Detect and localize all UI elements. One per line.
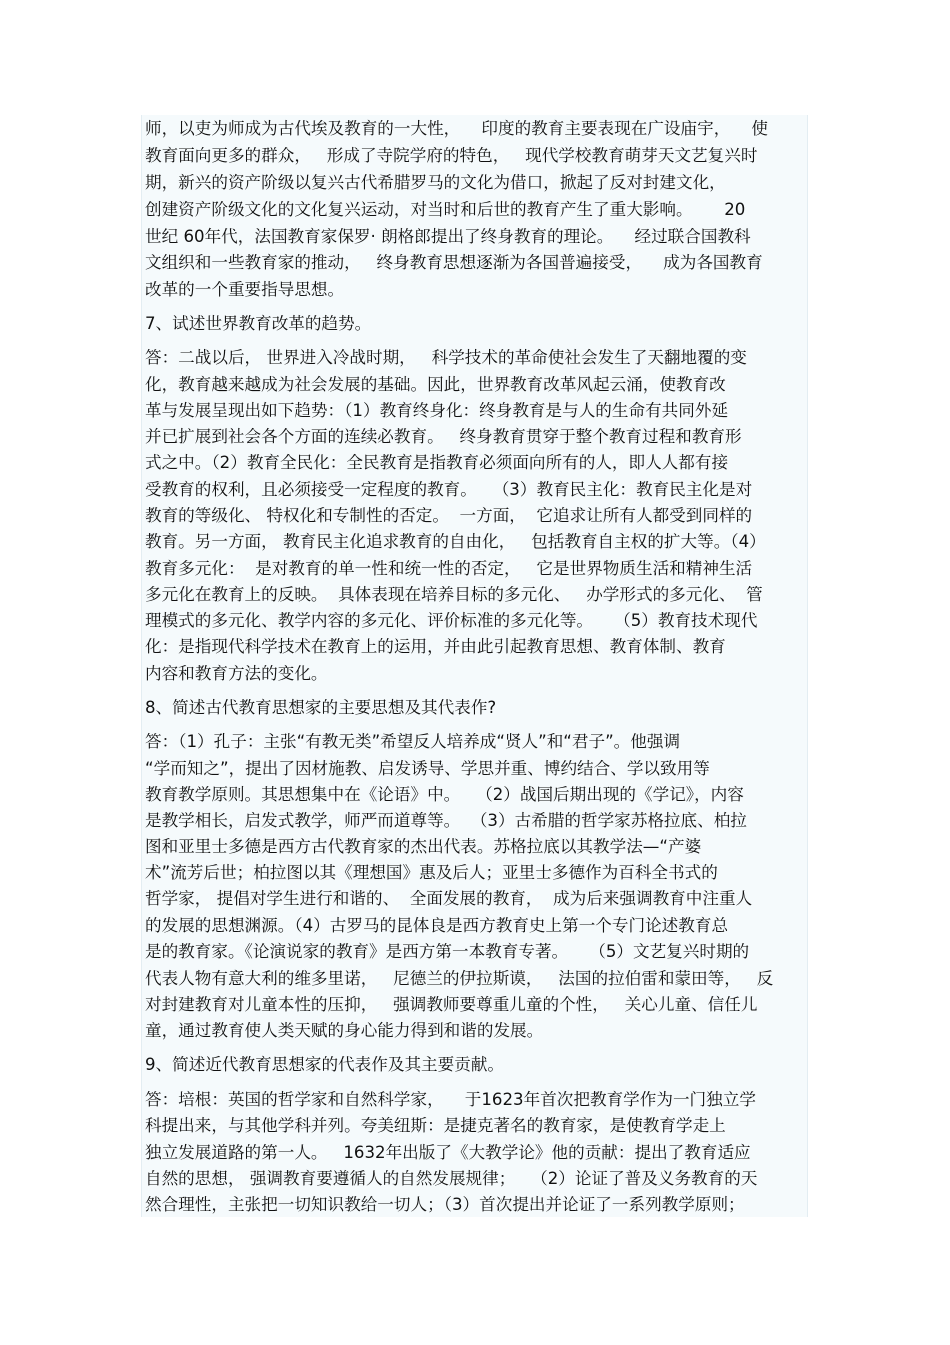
paragraph-line: 教育。另一方面， 教育民主化追求教育的自由化， 包括教育自主权的扩大等。（4） xyxy=(145,532,766,551)
paragraph-line: 世纪 60年代，法国教育家保罗· 朗格郎提出了终身教育的理论。 经过联合国教科 xyxy=(145,227,751,246)
question-heading: 7、试述世界教育改革的趋势。 xyxy=(145,314,372,333)
paragraph-line: 自然的思想， 强调教育要遵循人的自然发展规律； （2）论证了普及义务教育的天 xyxy=(145,1169,758,1188)
paragraph-line: 革与发展呈现出如下趋势：（1）教育终身化：终身教育是与人的生命有共同外延 xyxy=(145,401,729,420)
paragraph-line: 童，通过教育使人类天赋的身心能力得到和谐的发展。 xyxy=(145,1021,544,1040)
paragraph-line: 创建资产阶级文化的文化复兴运动，对当时和后世的教育产生了重大影响。 20 xyxy=(145,200,746,219)
paragraph-line: 内容和教育方法的变化。 xyxy=(145,664,328,683)
paragraph-line: 教育教学原则。其思想集中在《论语》中。 （2）战国后期出现的《学记》，内容 xyxy=(145,785,744,804)
paragraph-line: 科提出来，与其他学科并列。夸美纽斯：是捷克著名的教育家，是使教育学走上 xyxy=(145,1116,726,1135)
paragraph-line: 化：是指现代科学技术在教育上的运用，并由此引起教育思想、教育体制、教育 xyxy=(145,637,726,656)
paragraph-line: 代表人物有意大利的维多里诺， 尼德兰的伊拉斯谟， 法国的拉伯雷和蒙田等， 反 xyxy=(145,969,774,988)
paragraph-line: 期，新兴的资产阶级以复兴古代希腊罗马的文化为借口，掀起了反对封建文化， xyxy=(145,173,726,192)
paragraph-line: 答：二战以后， 世界进入冷战时期， 科学技术的革命使社会发生了天翻地覆的变 xyxy=(145,348,747,367)
paragraph-line: 式之中。（2）教育全民化：全民教育是指教育必须面向所有的人，即人人都有接 xyxy=(145,453,729,472)
paragraph-line: 图和亚里士多德是西方古代教育家的杰出代表。苏格拉底以其教学法—“产婆 xyxy=(145,837,702,856)
paragraph-line: 文组织和一些教育家的推动， 终身教育思想逐渐为各国普遍接受， 成为各国教育 xyxy=(145,253,763,272)
paragraph-line: 受教育的权利，且必须接受一定程度的教育。 （3）教育民主化：教育民主化是对 xyxy=(145,480,753,499)
paragraph-line: 教育面向更多的群众， 形成了寺院学府的特色， 现代学校教育萌芽天文艺复兴时 xyxy=(145,146,758,165)
paragraph-line: 教育的等级化、 特权化和专制性的否定。 一方面， 它追求让所有人都受到同样的 xyxy=(145,506,753,525)
paragraph-line: 独立发展道路的第一人。 1632年出版了《大教学论》他的贡献：提出了教育适应 xyxy=(145,1143,751,1162)
paragraph-line: 改革的一个重要指导思想。 xyxy=(145,280,345,299)
paragraph-line: 化，教育越来越成为社会发展的基础。因此，世界教育改革风起云涌，使教育改 xyxy=(145,375,726,394)
paragraph-line: 术”流芳后世；柏拉图以其《理想国》惠及后人；亚里士多德作为百科全书式的 xyxy=(145,863,718,882)
paragraph-line: 哲学家， 提倡对学生进行和谐的、 全面发展的教育， 成为后来强调教育中注重人 xyxy=(145,889,753,908)
paragraph-line: 是的教育家。《论演说家的教育》是西方第一本教育专著。 （5）文艺复兴时期的 xyxy=(145,942,750,961)
paragraph-line: 对封建教育对儿童本性的压抑， 强调教师要尊重儿童的个性， 关心儿童、信任儿 xyxy=(145,995,758,1014)
paragraph-line: 师，以吏为师成为古代埃及教育的一大性， 印度的教育主要表现在广设庙宇， 使 xyxy=(145,119,768,138)
paragraph-line: 的发展的思想渊源。（4）古罗马的昆体良是西方教育史上第一个专门论述教育总 xyxy=(145,916,729,935)
paragraph-line: “学而知之”，提出了因材施教、启发诱导、学思并重、博约结合、学以致用等 xyxy=(145,759,710,778)
paragraph-line: 答：（1）孔子：主张“有教无类”希望反人培养成“贤人”和“君子”。他强调 xyxy=(145,732,681,751)
paragraph-line: 多元化在教育上的反映。 具体表现在培养目标的多元化、 办学形式的多元化、 管 xyxy=(145,585,763,604)
paragraph-line: 理模式的多元化、教学内容的多元化、评价标准的多元化等。 （5）教育技术现代 xyxy=(145,611,758,630)
question-heading: 8、简述古代教育思想家的主要思想及其代表作? xyxy=(145,698,497,717)
paragraph-line: 并已扩展到社会各个方面的连续必教育。 终身教育贯穿于整个教育过程和教育形 xyxy=(145,427,742,446)
paragraph-line: 然合理性，主张把一切知识教给一切人；（3）首次提出并论证了一系列教学原则； xyxy=(145,1195,745,1214)
paragraph-line: 教育多元化： 是对教育的单一性和统一性的否定， 它是世界物质生活和精神生活 xyxy=(145,559,753,578)
paragraph-line: 是教学相长，启发式教学，师严而道尊等。 （3）古希腊的哲学家苏格拉底、柏拉 xyxy=(145,811,747,830)
question-heading: 9、简述近代教育思想家的代表作及其主要贡献。 xyxy=(145,1055,505,1074)
paragraph-line: 答：培根：英国的哲学家和自然科学家， 于1623年首次把教育学作为一门独立学 xyxy=(145,1090,756,1109)
